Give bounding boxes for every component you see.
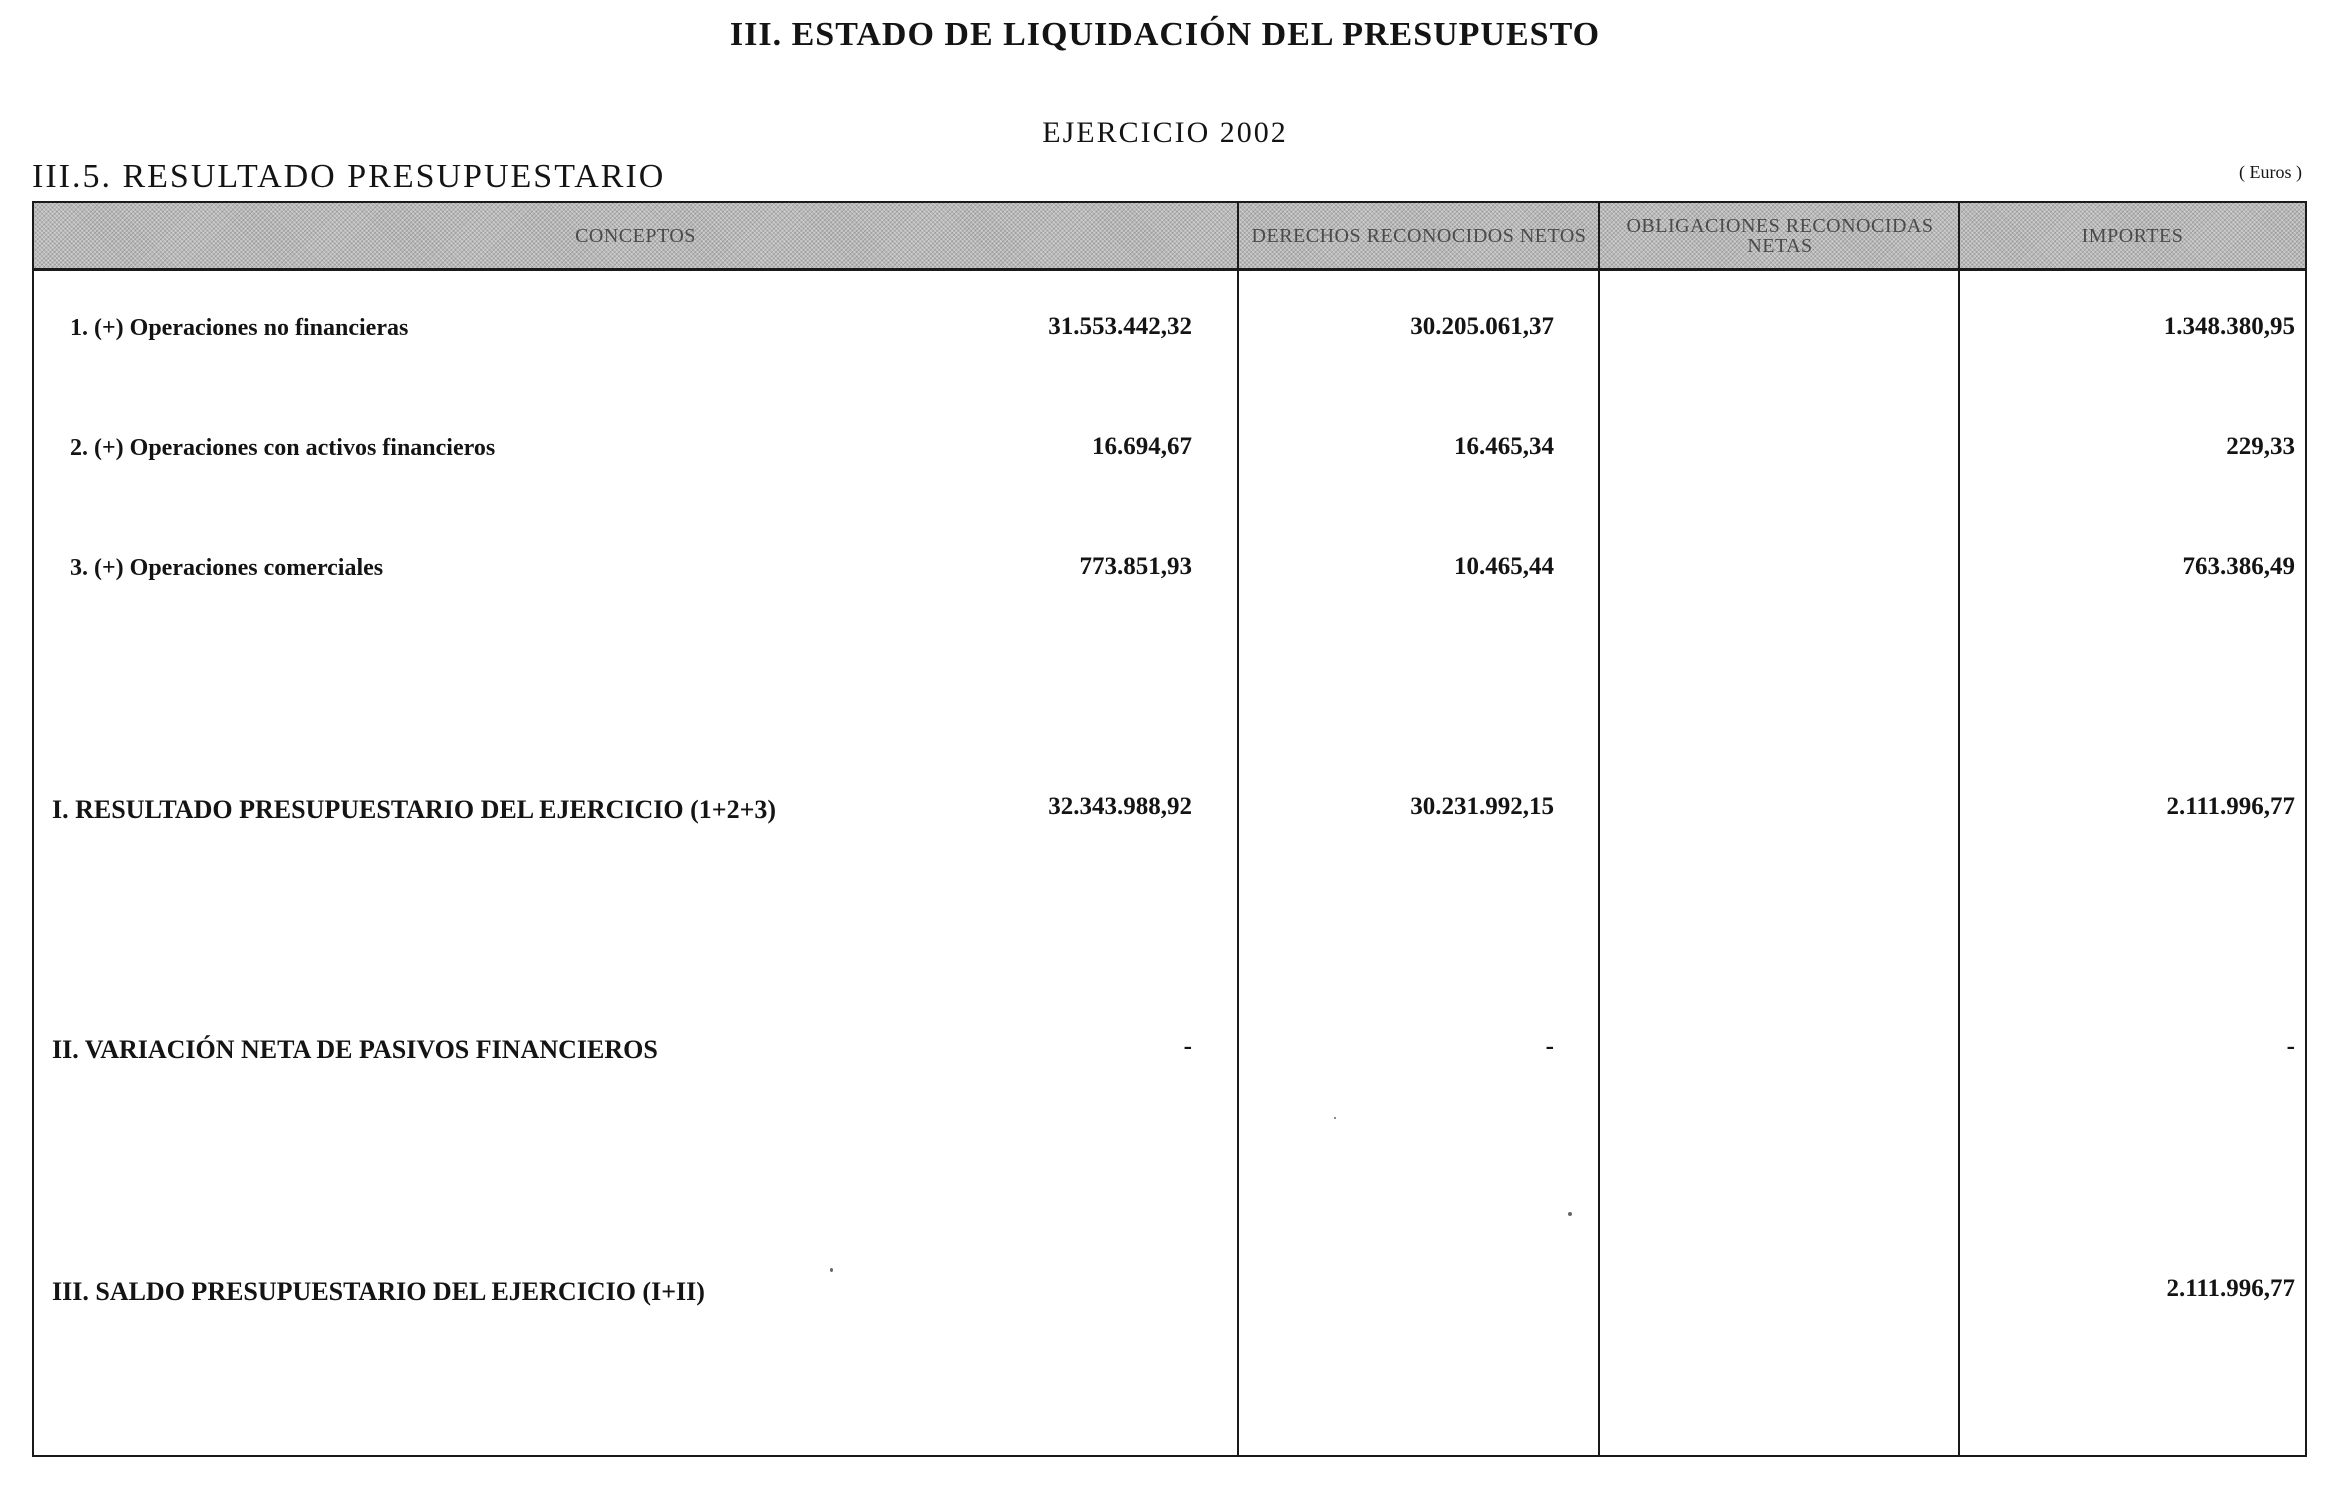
header-obligations: OBLIGACIONES RECONOCIDAS NETAS [1626,214,1934,257]
amount-value: 2.111.996,77 [2166,1275,2295,1302]
column-divider [1598,203,1600,1455]
fiscal-year-label: EJERCICIO 2002 [1042,116,1288,149]
obligations-value: 30.231.992,15 [1410,793,1554,820]
rights-value: 16.694,67 [1092,433,1192,460]
row-label: I. RESULTADO PRESUPUESTARIO DEL EJERCICIO (1+2+3) [52,795,777,824]
page-title: III. ESTADO DE LIQUIDACIÓN DEL PRESUPUESTO [729,16,1601,53]
rights-value: 31.553.442,32 [1048,313,1192,340]
header-concepts: CONCEPTOS [575,224,696,247]
amount-value: 229,33 [2226,433,2295,460]
row-label: 1. (+) Operaciones no financieras [70,315,409,341]
header-rights: DERECHOS RECONOCIDOS NETOS [1251,224,1587,247]
row-label: 2. (+) Operaciones con activos financieros [70,435,496,461]
amount-value: 763.386,49 [2182,553,2295,580]
scan-speck [1334,1117,1336,1119]
rights-value: 773.851,93 [1079,553,1192,580]
budget-result-table [32,201,2307,1457]
column-divider [1958,203,1960,1455]
obligations-value: 16.465,34 [1454,433,1554,460]
obligations-value: 30.205.061,37 [1410,313,1554,340]
rights-value: - [1183,1033,1192,1060]
row-label: II. VARIACIÓN NETA DE PASIVOS FINANCIEROS [52,1035,658,1064]
column-divider [1237,203,1239,1455]
amount-value: 2.111.996,77 [2166,793,2295,820]
amount-value: 1.348.380,95 [2163,313,2295,340]
header-amounts: IMPORTES [2081,224,2184,247]
row-label: 3. (+) Operaciones comerciales [70,555,384,581]
scan-speck [1568,1212,1572,1216]
currency-unit-note: ( Euros ) [2239,162,2302,182]
obligations-value: 10.465,44 [1454,553,1554,580]
section-title: III.5. RESULTADO PRESUPUESTARIO [32,158,666,195]
scan-speck [830,1268,833,1272]
amount-value: - [2286,1033,2295,1060]
rights-value: 32.343.988,92 [1048,793,1192,820]
obligations-value: - [1545,1033,1554,1060]
row-label: III. SALDO PRESUPUESTARIO DEL EJERCICIO (I+II) [52,1277,705,1306]
